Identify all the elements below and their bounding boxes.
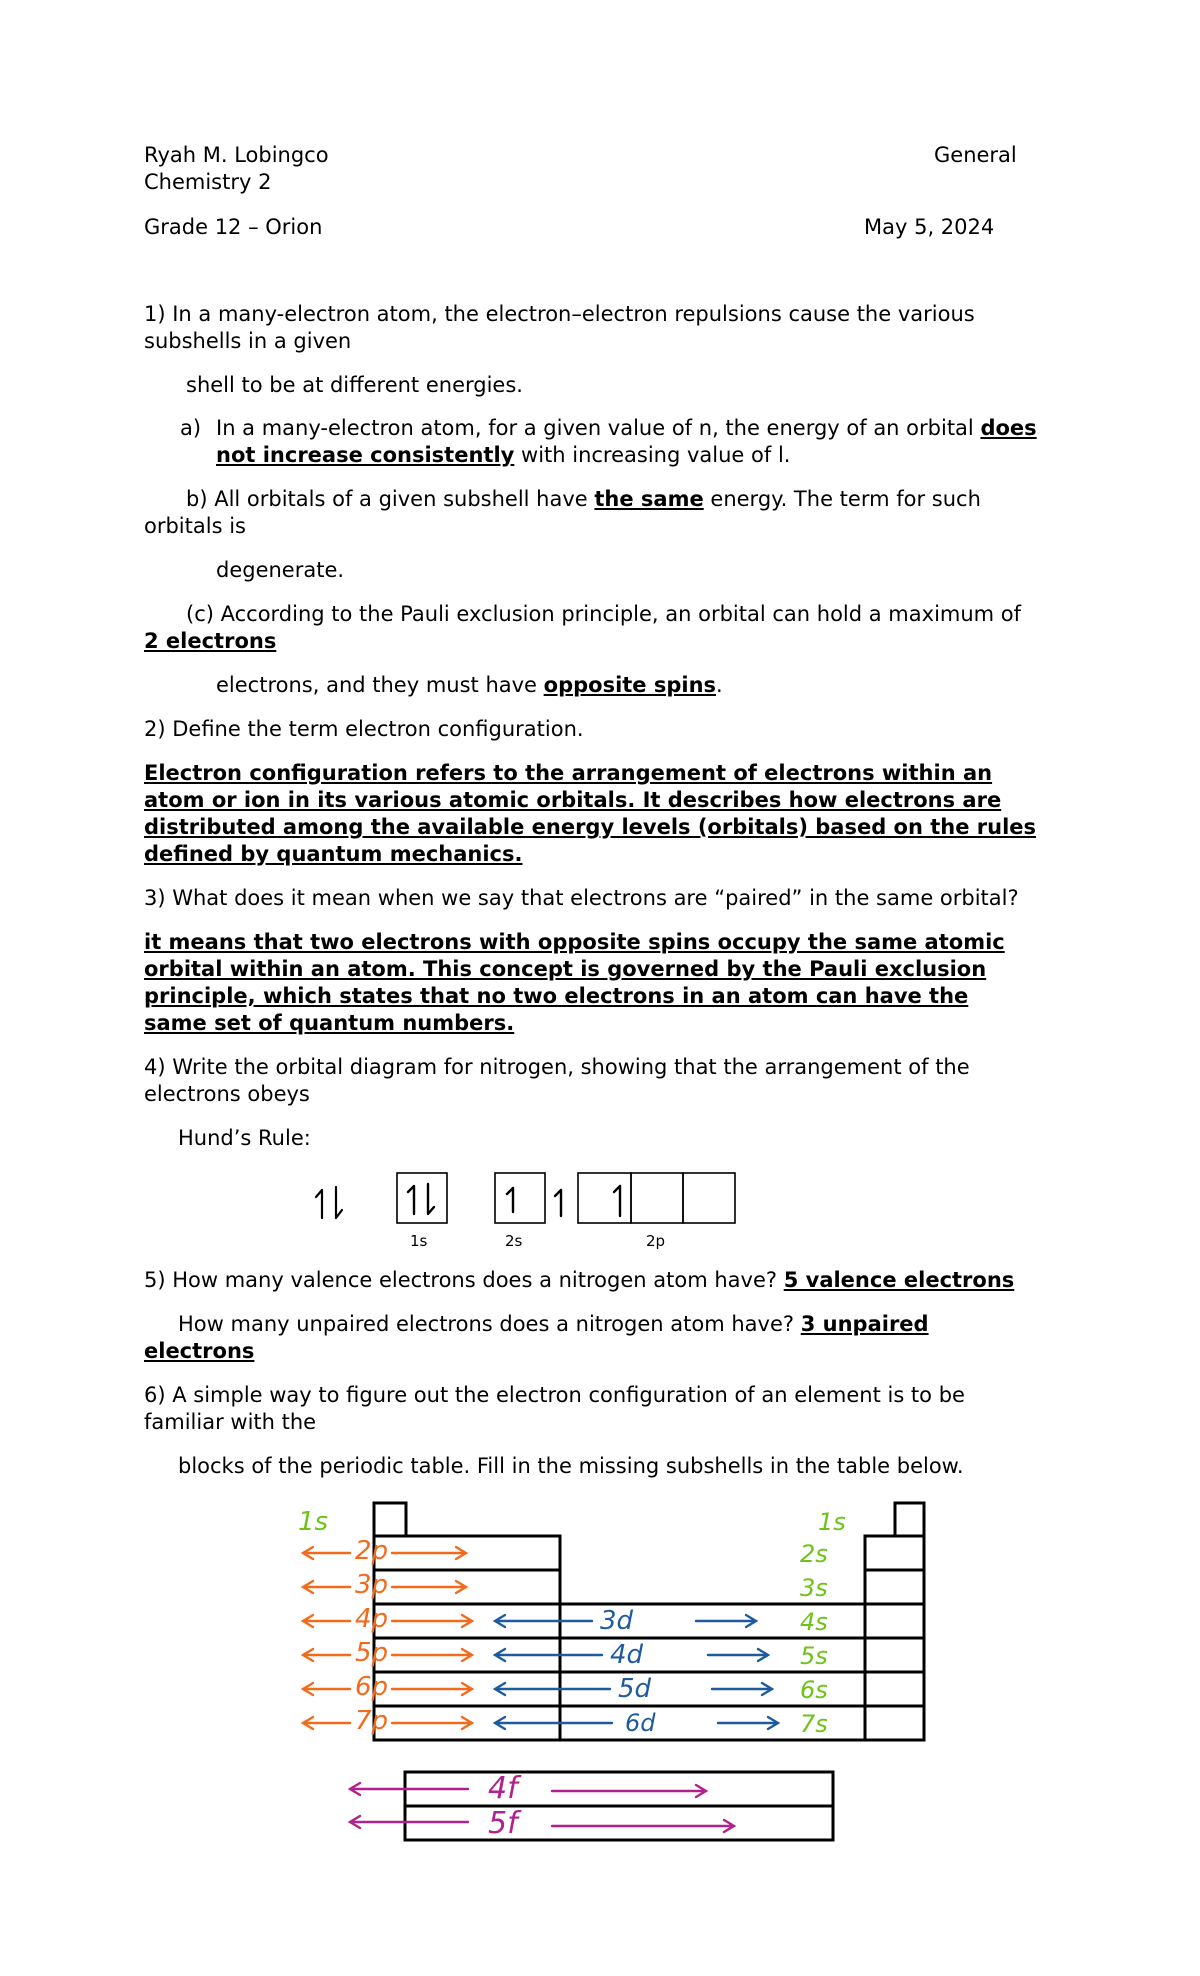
label-2s: 2s (505, 1232, 523, 1250)
q3-answer-line4: same set of quantum numbers. (144, 1011, 515, 1035)
q1b-text2: energy. The term for such (710, 487, 981, 511)
table-row7 (374, 1706, 924, 1740)
q3-question: 3) What does it mean when we say that electrons are “paired” in the same orbital? (144, 886, 1019, 910)
d-right-arrow (712, 1683, 772, 1695)
p-left-arrow (303, 1649, 350, 1661)
q1c-answer1: 2 electrons (144, 629, 277, 653)
q1b-text1: b) All orbitals of a given subshell have (186, 487, 588, 511)
q5-valence-answer: 5 valence electrons (783, 1268, 1015, 1292)
q5-valence-question: 5) How many valence electrons does a nitrogen atom have? (144, 1268, 778, 1292)
loose-2p-arrow (555, 1190, 561, 1216)
d-left-arrow (495, 1649, 602, 1661)
label-6p: 6p (355, 1672, 389, 1702)
q1-stem-line2: subshells in a given (144, 329, 352, 353)
q6-line2: familiar with the (144, 1410, 317, 1434)
f-left-arrow (350, 1816, 468, 1828)
q1-stem-line1: 1) In a many-electron atom, the electron–electron repulsions cause the various (144, 302, 975, 326)
label-6d: 6d (625, 1709, 656, 1737)
p-left-arrow (303, 1615, 350, 1627)
label-4f: 4f (488, 1771, 518, 1806)
q1b-line3: degenerate. (216, 558, 345, 582)
d-right-arrow (718, 1717, 778, 1729)
p-left-arrow (303, 1581, 350, 1593)
label-3d: 3d (600, 1606, 634, 1636)
q2-answer-line4: defined by quantum mechanics. (144, 842, 523, 866)
right-block-row2 (865, 1536, 924, 1570)
q1a-line1 (216, 415, 1037, 442)
p-left-arrow (303, 1547, 350, 1559)
f-block-row1 (405, 1772, 833, 1806)
p-right-arrow (392, 1717, 472, 1729)
right-period1-cell (895, 1503, 924, 1536)
d-right-arrow (708, 1649, 768, 1661)
q4-question-line1: 4) Write the orbital diagram for nitrogen, showing that the arrangement of the (144, 1055, 970, 1079)
subject-chemistry: Chemistry 2 (144, 170, 272, 194)
p-right-arrow (392, 1581, 466, 1593)
q1c-line1: (c) According to the Pauli exclusion principle, an orbital can hold a maximum of (186, 602, 1022, 626)
d-right-arrow (696, 1615, 756, 1627)
label-1s: 1s (410, 1232, 428, 1250)
label-6s: 6s (800, 1676, 828, 1704)
table-row5 (374, 1638, 924, 1672)
date: May 5, 2024 (864, 215, 995, 239)
q1c-line3 (216, 672, 723, 699)
f-block-row2 (405, 1806, 833, 1840)
q1b-line1 (186, 486, 981, 513)
label-5f: 5f (488, 1806, 518, 1841)
p-left-arrow (303, 1717, 350, 1729)
orbital-box-2p-2 (631, 1173, 683, 1223)
p-right-arrow (392, 1615, 472, 1627)
q2-answer-line1: Electron configuration refers to the arrangement of electrons within an (144, 761, 993, 785)
orbital-box-2p-1 (578, 1173, 631, 1223)
q6-line1: 6) A simple way to figure out the electron configuration of an element is to be (144, 1383, 965, 1407)
q1a-answer1: does (980, 416, 1037, 440)
q4-question-line3: Hund’s Rule: (178, 1126, 311, 1150)
left-block-row2 (374, 1536, 560, 1570)
label-7p: 7p (355, 1706, 389, 1736)
q3-answer-line3: principle, which states that no two electrons in an atom can have the (144, 984, 969, 1008)
right-block-row3 (865, 1570, 924, 1604)
q1c-text2: electrons, and they must have (216, 673, 537, 697)
q1b-answer: the same (594, 487, 704, 511)
box-2s-arrow (507, 1188, 513, 1212)
spin-up-arrow (316, 1190, 322, 1218)
q1a-line2 (216, 442, 790, 469)
p-right-arrow (392, 1547, 466, 1559)
q1c-answer2: opposite spins (543, 673, 717, 697)
grade-section: Grade 12 – Orion (144, 215, 323, 239)
table-row6 (374, 1672, 924, 1706)
box-2p-arrow (614, 1186, 620, 1216)
label-1s-right: 1s (818, 1508, 846, 1536)
label-5d: 5d (618, 1674, 652, 1704)
label-5s: 5s (800, 1642, 828, 1670)
q6-line3: blocks of the periodic table. Fill in the missing subshells in the table below. (178, 1454, 964, 1478)
box-1s-up-arrow (408, 1186, 414, 1214)
label-2s: 2s (800, 1540, 828, 1568)
spin-down-arrow (336, 1187, 342, 1218)
q2-answer-line2: atom or ion in its various atomic orbitals. It describes how electrons are (144, 788, 1002, 812)
p-left-arrow (303, 1683, 350, 1695)
label-3p: 3p (355, 1570, 389, 1600)
d-left-arrow (495, 1615, 592, 1627)
label-4d: 4d (610, 1640, 644, 1670)
label-2p: 2p (355, 1536, 389, 1566)
left-period1-cell (374, 1503, 406, 1536)
q5-unpaired-answer2: electrons (144, 1339, 255, 1363)
orbital-box-1s (397, 1173, 447, 1223)
p-right-arrow (392, 1683, 472, 1695)
label-3s: 3s (800, 1574, 828, 1602)
q3-answer-line2: orbital within an atom. This concept is governed by the Pauli exclusion (144, 957, 987, 981)
q5-unpaired-answer1: 3 unpaired (800, 1312, 929, 1336)
q1a-text2: with increasing value of l. (521, 443, 791, 467)
q5-valence-line (144, 1267, 1014, 1294)
p-right-arrow (392, 1649, 472, 1661)
q2-answer-line3: distributed among the available energy levels (orbitals) based on the rules (144, 815, 1037, 839)
left-block-row3 (374, 1570, 560, 1604)
f-left-arrow (350, 1783, 468, 1795)
label-1s-left: 1s (298, 1507, 329, 1537)
q4-question-line2: electrons obeys (144, 1082, 310, 1106)
label-7s: 7s (800, 1710, 828, 1738)
q1a-text1: In a many-electron atom, for a given value of n, the energy of an orbital (216, 416, 974, 440)
q1a-prefix: a) (180, 416, 202, 440)
orbital-box-2s (495, 1173, 545, 1223)
d-left-arrow (495, 1683, 610, 1695)
q1a-answer2: not increase consistently (216, 443, 515, 467)
f-right-arrow (552, 1820, 734, 1832)
table-row4 (374, 1604, 924, 1638)
orbital-box-2p-3 (683, 1173, 735, 1223)
q1c-period: . (716, 673, 723, 697)
q1-stem-line3: shell to be at different energies. (186, 373, 523, 397)
q5-unpaired-line (178, 1311, 929, 1338)
q5-unpaired-question: How many unpaired electrons does a nitrogen atom have? (178, 1312, 795, 1336)
q2-question: 2) Define the term electron configuration. (144, 717, 584, 741)
student-name: Ryah M. Lobingco (144, 143, 329, 167)
label-4s: 4s (800, 1608, 828, 1636)
label-5p: 5p (355, 1638, 389, 1668)
q1b-line2: orbitals is (144, 514, 246, 538)
q3-answer-line1: it means that two electrons with opposite spins occupy the same atomic (144, 930, 1005, 954)
label-4p: 4p (355, 1604, 389, 1634)
d-left-arrow (495, 1717, 612, 1729)
label-2p: 2p (646, 1232, 666, 1250)
f-right-arrow (552, 1785, 706, 1797)
subject-general: General (934, 143, 1017, 167)
box-1s-down-arrow (428, 1184, 434, 1214)
